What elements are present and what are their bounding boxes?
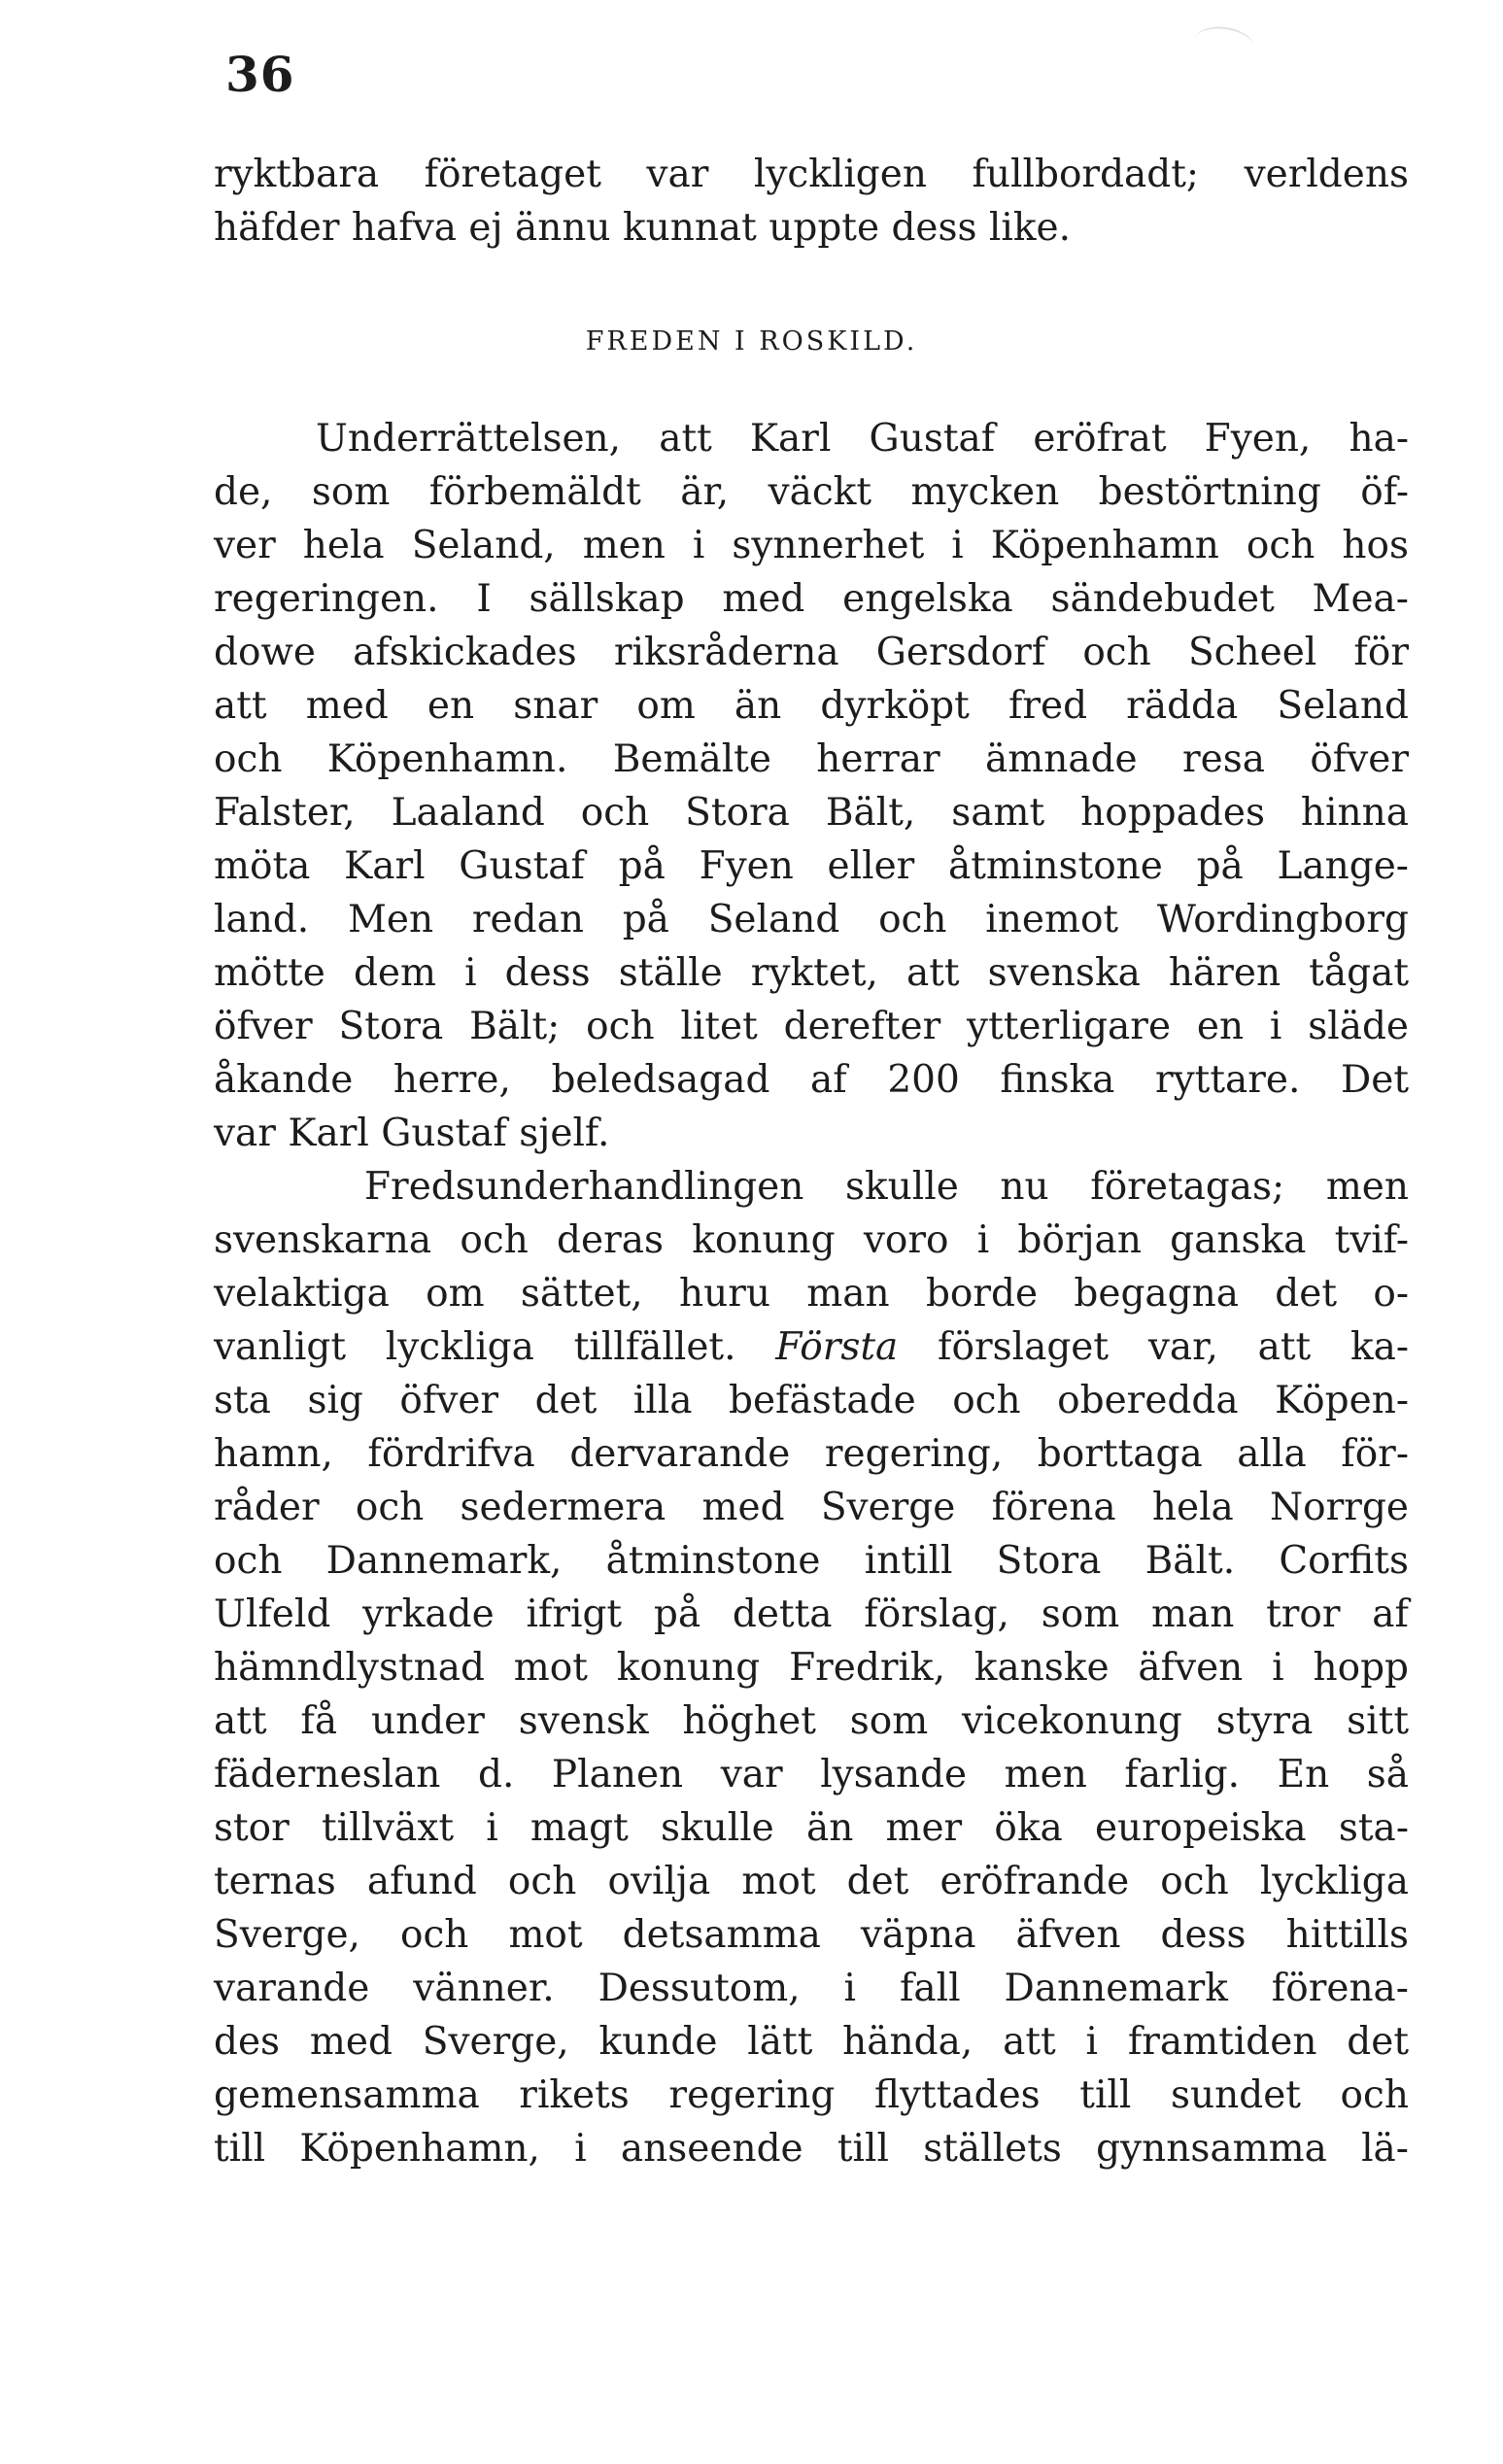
paragraph-2-line-19: till Köpenhamn, i anseende till ställets gynnsamma lä- [214, 2127, 1409, 2171]
paragraph-1-line-5: dowe afskickades riksråderna Gersdorf och Scheel för [214, 631, 1409, 674]
paragraph-2-line-1: Fredsunderhandlingen skulle nu företagas; men [364, 1165, 1409, 1209]
line-text: vanligt lyckliga tillfället. [214, 1325, 736, 1369]
intro-line-2: häfder hafva ej ännu kunnat uppte dess like. [214, 206, 1071, 250]
paragraph-1-line-11: mötte dem i dess ställe ryktet, att svenska hären tågat [214, 951, 1409, 995]
paragraph-2-line-11: att få under svensk höghet som vicekonung styra sitt [214, 1699, 1409, 1743]
paragraph-2-line-5: sta sig öfver det illa befästade och oberedda Köpen- [214, 1379, 1409, 1422]
paragraph-2-line-10: hämndlystnad mot konung Fredrik, kanske äfven i hopp [214, 1646, 1409, 1690]
paragraph-2-line-12: fäderneslan d. Planen var lysande men farlig. En så [214, 1753, 1409, 1797]
paragraph-1-line-13: åkande herre, beledsagad af 200 finska ryttare. Det [214, 1058, 1409, 1102]
page-number: 36 [225, 46, 295, 103]
italic-word: Första [775, 1325, 899, 1369]
paragraph-2-line-8: och Dannemark, åtminstone intill Stora Bält. Corfits [214, 1539, 1409, 1583]
paragraph-2-line-7: råder och sedermera med Sverge förena hela Norrge [214, 1486, 1409, 1529]
paragraph-2-line-17: des med Sverge, kunde lätt hända, att i framtiden det [214, 2020, 1409, 2064]
paragraph-2-line-6: hamn, fördrifva dervarande regering, borttaga alla för- [214, 1432, 1409, 1476]
paragraph-1-line-6: att med en snar om än dyrköpt fred rädda Seland [214, 684, 1409, 728]
page-stain [1193, 23, 1255, 62]
paragraph-1-line-12: öfver Stora Bält; och litet derefter ytterligare en i släde [214, 1005, 1409, 1048]
paragraph-1-line-9: möta Karl Gustaf på Fyen eller åtminstone på Lange- [214, 844, 1409, 888]
paragraph-1-line-8: Falster, Laaland och Stora Bält, samt hoppades hinna [214, 791, 1409, 835]
line-text-continued: förslaget var, att ka- [938, 1325, 1410, 1369]
paragraph-2-line-13: stor tillväxt i magt skulle än mer öka europeiska sta- [214, 1806, 1409, 1850]
paragraph-1-line-14: var Karl Gustaf sjelf. [214, 1112, 610, 1155]
paragraph-2-line-16: varande vänner. Dessutom, i fall Dannemark förena- [214, 1967, 1409, 2010]
paragraph-1-line-2: de, som förbemäldt är, väckt mycken bestörtning öf- [214, 470, 1409, 514]
paragraph-2-line-3: velaktiga om sättet, huru man borde begagna det o- [214, 1272, 1409, 1316]
paragraph-1-line-4: regeringen. I sällskap med engelska sändebudet Mea- [214, 577, 1409, 621]
paragraph-1-line-7: och Köpenhamn. Bemälte herrar ämnade resa öfver [214, 737, 1409, 781]
paragraph-1-line-10: land. Men redan på Seland och inemot Wordingborg [214, 898, 1409, 941]
paragraph-2-line-18: gemensamma rikets regering flyttades till sundet och [214, 2073, 1409, 2117]
paragraph-2-line-4 [214, 1325, 1410, 1369]
paragraph-2-line-14: ternas afund och ovilja mot det eröfrande och lyckliga [214, 1860, 1409, 1903]
paragraph-2-line-9: Ulfeld yrkade ifrigt på detta förslag, som man tror af [214, 1592, 1409, 1636]
paragraph-1-line-3: ver hela Seland, men i synnerhet i Köpenhamn och hos [214, 524, 1409, 567]
section-heading: FREDEN I ROSKILD. [585, 326, 918, 357]
paragraph-2-line-15: Sverge, och mot detsamma väpna äfven dess hittills [214, 1913, 1409, 1957]
intro-line-1: ryktbara företaget var lyckligen fullbordadt; verldens [214, 153, 1409, 196]
paragraph-2-line-2: svenskarna och deras konung voro i början ganska tvif- [214, 1218, 1409, 1262]
paragraph-1-line-1: Underrättelsen, att Karl Gustaf eröfrat Fyen, ha- [316, 417, 1409, 461]
